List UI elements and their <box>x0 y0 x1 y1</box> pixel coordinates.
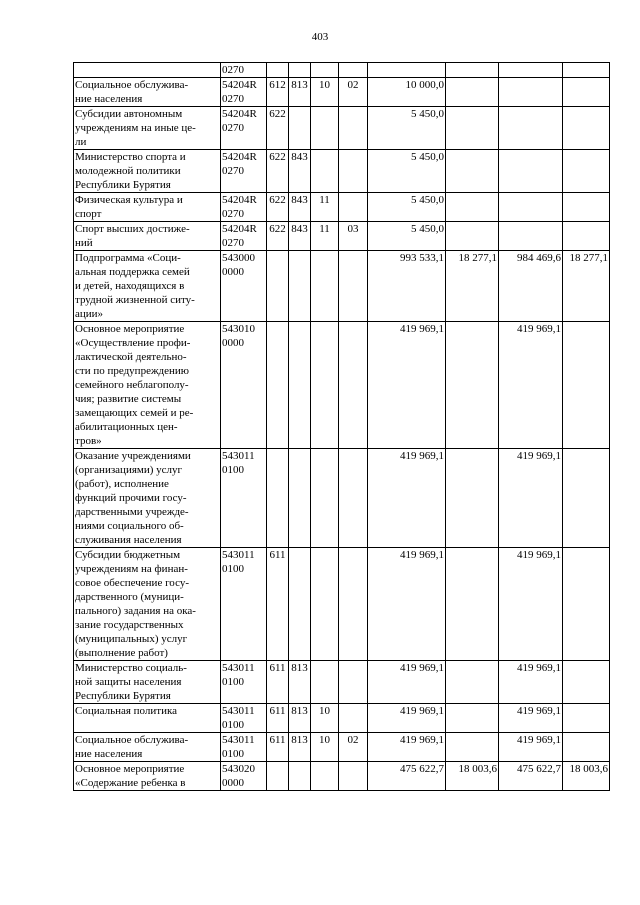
subsection-code: 02 <box>339 78 368 107</box>
section-code <box>311 251 339 322</box>
amount-total: 419 969,1 <box>368 704 446 733</box>
section-code <box>311 107 339 150</box>
table-row <box>74 322 610 449</box>
subsection-code <box>339 762 368 791</box>
amount-next <box>499 63 563 78</box>
amount-next-federal: 18 003,6 <box>563 762 610 791</box>
amount-federal: 18 277,1 <box>446 251 499 322</box>
expense-type-code: 611 <box>267 661 289 704</box>
amount-total: 475 622,7 <box>368 762 446 791</box>
subsection-code <box>339 150 368 193</box>
target-article-code: 54204R 0270 <box>221 78 267 107</box>
table-row <box>74 733 610 762</box>
expense-type-code <box>267 449 289 548</box>
amount-next <box>499 78 563 107</box>
ministry-code: 813 <box>289 704 311 733</box>
row-name: Оказание учреждениями (организациями) услуг (работ), исполнение функций прочими госу- дарственными учрежде- ниями социального об- служивания населения <box>74 449 221 548</box>
ministry-code: 843 <box>289 193 311 222</box>
table-row <box>74 548 610 661</box>
target-article-code: 54204R 0270 <box>221 107 267 150</box>
target-article-code: 54204R 0270 <box>221 193 267 222</box>
section-code <box>311 449 339 548</box>
amount-next: 419 969,1 <box>499 548 563 661</box>
table-body <box>74 63 610 791</box>
expense-type-code: 611 <box>267 733 289 762</box>
amount-federal <box>446 193 499 222</box>
expense-type-code: 612 <box>267 78 289 107</box>
section-code: 11 <box>311 222 339 251</box>
subsection-code <box>339 704 368 733</box>
subsection-code <box>339 193 368 222</box>
amount-total: 993 533,1 <box>368 251 446 322</box>
page-number: 403 <box>311 31 329 43</box>
section-code: 11 <box>311 193 339 222</box>
amount-next-federal <box>563 107 610 150</box>
section-code: 10 <box>311 704 339 733</box>
expense-type-code: 622 <box>267 193 289 222</box>
section-code <box>311 548 339 661</box>
amount-next: 475 622,7 <box>499 762 563 791</box>
amount-federal <box>446 107 499 150</box>
row-name <box>74 63 221 78</box>
amount-total <box>368 63 446 78</box>
target-article-code: 543011 0100 <box>221 733 267 762</box>
expense-type-code <box>267 251 289 322</box>
budget-table <box>73 62 610 791</box>
section-code <box>311 661 339 704</box>
section-code: 10 <box>311 733 339 762</box>
table-row <box>74 63 610 78</box>
ministry-code <box>289 63 311 78</box>
amount-total: 419 969,1 <box>368 733 446 762</box>
amount-federal <box>446 222 499 251</box>
amount-next-federal: 18 277,1 <box>563 251 610 322</box>
expense-type-code <box>267 762 289 791</box>
amount-next-federal <box>563 150 610 193</box>
row-name: Субсидии бюджетным учреждениям на финан- совое обеспечение госу- дарственного (муници- пального) задания на ока- зание государственных (муниципальных) услуг (выполнение работ) <box>74 548 221 661</box>
subsection-code <box>339 251 368 322</box>
amount-federal <box>446 733 499 762</box>
subsection-code <box>339 107 368 150</box>
amount-total: 5 450,0 <box>368 107 446 150</box>
target-article-code: 54204R 0270 <box>221 150 267 193</box>
table-row <box>74 150 610 193</box>
target-article-code: 543000 0000 <box>221 251 267 322</box>
ministry-code: 813 <box>289 78 311 107</box>
row-name: Министерство спорта и молодежной политики Республики Бурятия <box>74 150 221 193</box>
ministry-code: 813 <box>289 733 311 762</box>
amount-next: 419 969,1 <box>499 661 563 704</box>
target-article-code: 543011 0100 <box>221 449 267 548</box>
section-code <box>311 63 339 78</box>
table-row <box>74 449 610 548</box>
row-name: Субсидии автономным учреждениям на иные це- ли <box>74 107 221 150</box>
table-row <box>74 704 610 733</box>
row-name: Основное мероприятие «Осуществление профи- лактической деятельно- сти по предупреждению семейного неблагополу- чия; развитие системы замещающих семей и ре- абилитационных цен- тров» <box>74 322 221 449</box>
amount-federal <box>446 322 499 449</box>
amount-federal <box>446 548 499 661</box>
amount-next-federal <box>563 661 610 704</box>
section-code <box>311 150 339 193</box>
expense-type-code: 622 <box>267 150 289 193</box>
table-row <box>74 661 610 704</box>
amount-next: 984 469,6 <box>499 251 563 322</box>
target-article-code: 54204R 0270 <box>221 222 267 251</box>
subsection-code <box>339 661 368 704</box>
target-article-code: 543020 0000 <box>221 762 267 791</box>
ministry-code: 813 <box>289 661 311 704</box>
ministry-code <box>289 251 311 322</box>
amount-federal <box>446 78 499 107</box>
row-name: Социальное обслужива- ние населения <box>74 733 221 762</box>
subsection-code <box>339 449 368 548</box>
amount-federal <box>446 661 499 704</box>
row-name: Основное мероприятие «Содержание ребенка в <box>74 762 221 791</box>
amount-next-federal <box>563 78 610 107</box>
ministry-code <box>289 107 311 150</box>
amount-federal <box>446 150 499 193</box>
table-row <box>74 762 610 791</box>
subsection-code: 03 <box>339 222 368 251</box>
amount-federal <box>446 449 499 548</box>
table-row <box>74 193 610 222</box>
amount-total: 419 969,1 <box>368 661 446 704</box>
table-row <box>74 78 610 107</box>
subsection-code <box>339 548 368 661</box>
row-name: Социальное обслужива- ние населения <box>74 78 221 107</box>
section-code <box>311 762 339 791</box>
row-name: Спорт высших достиже- ний <box>74 222 221 251</box>
amount-federal <box>446 704 499 733</box>
amount-next-federal <box>563 704 610 733</box>
amount-federal: 18 003,6 <box>446 762 499 791</box>
amount-next-federal <box>563 322 610 449</box>
amount-total: 10 000,0 <box>368 78 446 107</box>
amount-next: 419 969,1 <box>499 733 563 762</box>
subsection-code: 02 <box>339 733 368 762</box>
amount-next <box>499 150 563 193</box>
table-row <box>74 107 610 150</box>
table-row <box>74 222 610 251</box>
amount-total: 419 969,1 <box>368 322 446 449</box>
amount-total: 5 450,0 <box>368 150 446 193</box>
row-name: Физическая культура и спорт <box>74 193 221 222</box>
ministry-code <box>289 548 311 661</box>
subsection-code <box>339 63 368 78</box>
ministry-code: 843 <box>289 222 311 251</box>
amount-next: 419 969,1 <box>499 704 563 733</box>
amount-total: 5 450,0 <box>368 222 446 251</box>
expense-type-code: 611 <box>267 704 289 733</box>
amount-next-federal <box>563 548 610 661</box>
row-name: Министерство социаль- ной защиты населения Республики Бурятия <box>74 661 221 704</box>
expense-type-code: 622 <box>267 107 289 150</box>
amount-next-federal <box>563 449 610 548</box>
expense-type-code: 611 <box>267 548 289 661</box>
table-row <box>74 251 610 322</box>
amount-next <box>499 193 563 222</box>
ministry-code <box>289 322 311 449</box>
ministry-code <box>289 762 311 791</box>
target-article-code: 543011 0100 <box>221 661 267 704</box>
amount-next-federal <box>563 63 610 78</box>
amount-next <box>499 222 563 251</box>
ministry-code <box>289 449 311 548</box>
amount-total: 419 969,1 <box>368 548 446 661</box>
target-article-code: 543011 0100 <box>221 548 267 661</box>
amount-next: 419 969,1 <box>499 449 563 548</box>
expense-type-code <box>267 322 289 449</box>
target-article-code: 543011 0100 <box>221 704 267 733</box>
row-name: Подпрограмма «Соци- альная поддержка семей и детей, находящихся в трудной жизненной ситу- ации» <box>74 251 221 322</box>
amount-federal <box>446 63 499 78</box>
expense-type-code: 622 <box>267 222 289 251</box>
expense-type-code <box>267 63 289 78</box>
amount-next-federal <box>563 733 610 762</box>
amount-next-federal <box>563 193 610 222</box>
subsection-code <box>339 322 368 449</box>
amount-next-federal <box>563 222 610 251</box>
section-code: 10 <box>311 78 339 107</box>
amount-next <box>499 107 563 150</box>
ministry-code: 843 <box>289 150 311 193</box>
target-article-code: 543010 0000 <box>221 322 267 449</box>
section-code <box>311 322 339 449</box>
row-name: Социальная политика <box>74 704 221 733</box>
target-article-code: 0270 <box>221 63 267 78</box>
amount-next: 419 969,1 <box>499 322 563 449</box>
amount-total: 5 450,0 <box>368 193 446 222</box>
amount-total: 419 969,1 <box>368 449 446 548</box>
